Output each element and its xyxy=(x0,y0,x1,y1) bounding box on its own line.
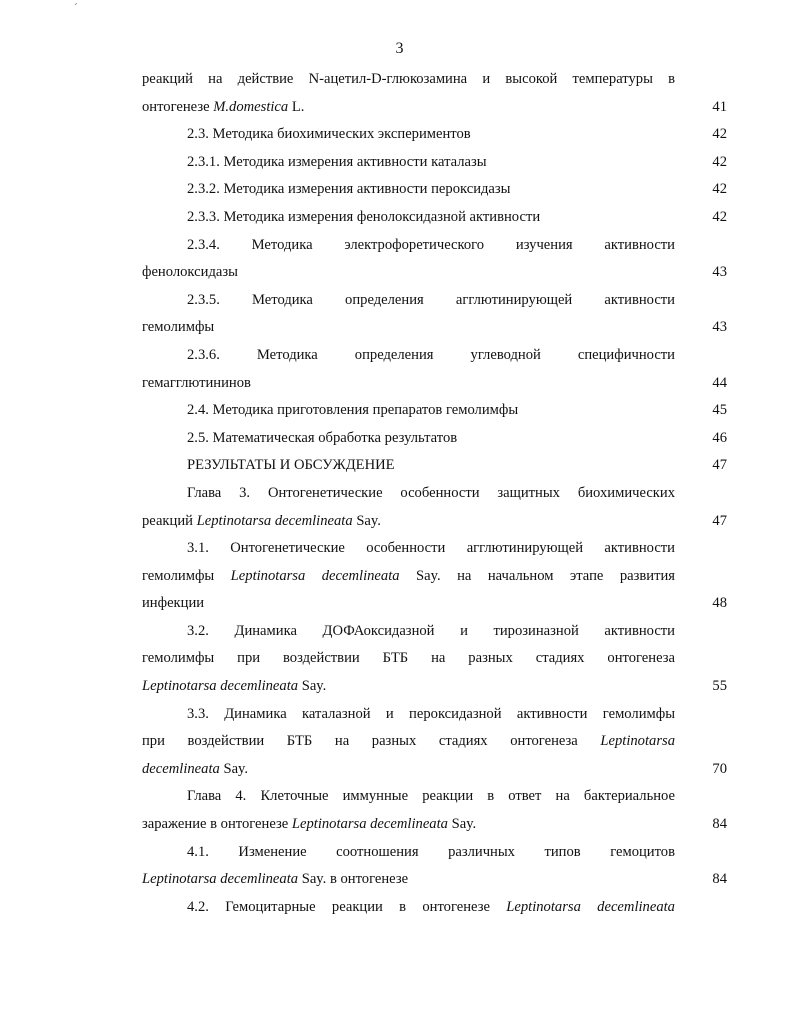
toc-entry-text xyxy=(142,342,675,370)
text-run: 2.3.1. Методика измерения активности каталазы xyxy=(187,153,487,170)
toc-line xyxy=(142,866,730,894)
toc-page-number: 42 xyxy=(712,126,727,143)
text-run: гемолимфы xyxy=(142,567,231,584)
toc-entry-text xyxy=(142,866,675,894)
toc-page-number: 42 xyxy=(712,181,727,198)
toc-entry-text xyxy=(142,894,675,922)
toc-entry-text xyxy=(142,783,675,811)
toc-entry-text xyxy=(142,397,675,425)
text-run: заражение в онтогенезе xyxy=(142,816,292,833)
text-run: Глава 3. Онтогенетические особенности защитных биохимических xyxy=(187,484,675,501)
toc-entry-text xyxy=(142,563,675,591)
toc-entry-text xyxy=(142,314,675,342)
page-number: 3 xyxy=(395,40,404,57)
text-run: реакций xyxy=(142,512,197,529)
toc-line xyxy=(142,701,730,729)
species-name: Leptinotarsa decemlineata xyxy=(506,898,675,915)
toc-line xyxy=(142,673,730,701)
text-run: 3.2. Динамика ДОФАоксидазной и тирозиназной активности xyxy=(187,622,675,639)
toc-line xyxy=(142,728,730,756)
text-run: Say. xyxy=(219,760,249,777)
species-name: decemlineata xyxy=(142,760,220,777)
text-run: Say. на начальном этапе развития xyxy=(399,567,675,584)
toc-entry-text xyxy=(142,811,675,839)
toc-page-number: 44 xyxy=(712,374,727,391)
toc-page-number: 84 xyxy=(712,871,727,888)
toc-line xyxy=(142,452,730,480)
toc-page-number: 47 xyxy=(712,457,727,474)
text-run: фенолоксидазы xyxy=(142,264,238,281)
toc-entry-text xyxy=(142,535,675,563)
toc-line xyxy=(142,314,730,342)
toc-entry-text xyxy=(142,701,675,729)
species-name: Leptinotarsa decemlineata xyxy=(196,512,353,529)
toc-page-number: 48 xyxy=(712,595,727,612)
toc-page-number: 41 xyxy=(712,98,727,115)
toc-page-number: 42 xyxy=(712,208,727,225)
toc-line xyxy=(142,894,730,922)
toc-entry-text xyxy=(142,370,675,398)
text-run: 3.1. Онтогенетические особенности агглютинирующей активности xyxy=(187,540,675,557)
text-run: РЕЗУЛЬТАТЫ И ОБСУЖДЕНИЕ xyxy=(187,457,395,474)
toc-entry-text xyxy=(142,508,675,536)
text-run: реакций на действие N-ацетил-D-глюкозамина и высокой температуры в xyxy=(142,71,675,87)
toc-entry-text xyxy=(142,287,675,315)
toc-entry-text xyxy=(142,728,675,756)
toc-entry-text xyxy=(142,259,675,287)
toc-entry-text xyxy=(142,839,675,867)
species-name: Leptinotarsa decemlineata xyxy=(142,871,299,888)
toc-entry-text xyxy=(142,756,675,784)
toc-entry-text xyxy=(142,480,675,508)
species-name: Leptinotarsa xyxy=(600,733,675,750)
text-run: онтогенезе xyxy=(142,98,214,115)
species-name: Leptinotarsa decemlineata xyxy=(291,816,448,833)
text-run: 4.2. Гемоцитарные реакции в онтогенезе xyxy=(187,898,507,915)
text-run: L. xyxy=(288,98,305,115)
toc-page-number: 42 xyxy=(712,153,727,170)
toc-line xyxy=(142,121,730,149)
toc-entry-text xyxy=(142,232,675,260)
toc-page-number: 47 xyxy=(712,512,727,529)
text-run: 3.3. Динамика каталазной и пероксидазной активности гемолимфы xyxy=(187,705,675,722)
toc-entry-text xyxy=(142,94,675,122)
text-run: гемолимфы при воздействии БТБ на разных стадиях онтогенеза xyxy=(142,650,675,667)
toc-page-number: 55 xyxy=(712,678,727,695)
toc-line xyxy=(142,287,730,315)
text-run: при воздействии БТБ на разных стадиях онтогенеза xyxy=(142,733,601,750)
text-run: инфекции xyxy=(142,595,205,612)
toc-line xyxy=(142,563,730,591)
toc-page-number: 70 xyxy=(712,760,727,777)
toc-page-number: 46 xyxy=(712,429,727,446)
toc-line xyxy=(142,756,730,784)
toc-line xyxy=(142,839,730,867)
toc-line xyxy=(142,370,730,398)
text-run: 2.4. Методика приготовления препаратов гемолимфы xyxy=(187,402,519,419)
text-run: гемагглютининов xyxy=(142,374,251,391)
toc-entry-text xyxy=(142,452,675,480)
toc-line xyxy=(142,535,730,563)
species-name: Leptinotarsa decemlineata xyxy=(230,567,400,584)
toc-line xyxy=(142,204,730,232)
toc-entry-text xyxy=(142,425,675,453)
text-run: Say. в онтогенезе xyxy=(298,871,409,888)
toc-line xyxy=(142,259,730,287)
text-run: 4.1. Изменение соотношения различных типов гемоцитов xyxy=(187,843,675,860)
toc-entry-text xyxy=(142,590,675,618)
toc-entry-text xyxy=(142,645,675,673)
toc-entry-text xyxy=(142,176,675,204)
text-run: 2.3.5. Методика определения агглютинирующей активности xyxy=(187,291,675,308)
toc-entry-text xyxy=(142,673,675,701)
toc-line xyxy=(142,783,730,811)
text-run: Say. xyxy=(298,678,327,695)
toc-line xyxy=(142,397,730,425)
toc-line xyxy=(142,480,730,508)
toc-entry-text xyxy=(142,204,675,232)
text-run: 2.3.6. Методика определения углеводной специфичности xyxy=(187,346,675,363)
toc-line xyxy=(142,425,730,453)
toc-line xyxy=(142,66,730,94)
text-run: гемолимфы xyxy=(142,319,215,336)
text-run: Say. xyxy=(447,816,477,833)
toc-page-number: 84 xyxy=(712,816,727,833)
toc-entry-text xyxy=(142,618,675,646)
toc-page-number: 43 xyxy=(712,319,727,336)
toc-line xyxy=(142,508,730,536)
toc-line xyxy=(142,590,730,618)
text-run: 2.3. Методика биохимических экспериментов xyxy=(187,126,471,143)
toc-entry-text xyxy=(142,149,675,177)
toc-line xyxy=(142,232,730,260)
toc-line xyxy=(142,149,730,177)
scan-mark: ˊ xyxy=(74,2,78,14)
toc-entry-text xyxy=(142,121,675,149)
toc-line xyxy=(142,645,730,673)
toc-line xyxy=(142,176,730,204)
toc-line xyxy=(142,811,730,839)
text-run: 2.3.4. Методика электрофоретического изучения активности xyxy=(187,236,675,253)
text-run: 2.3.3. Методика измерения фенолоксидазной активности xyxy=(187,208,541,225)
toc-line xyxy=(142,94,730,122)
text-run: Глава 4. Клеточные иммунные реакции в ответ на бактериальное xyxy=(187,788,675,805)
species-name: M.domestica xyxy=(213,98,289,115)
table-of-contents xyxy=(142,66,730,921)
toc-page-number: 45 xyxy=(712,402,727,419)
species-name: Leptinotarsa decemlineata xyxy=(142,678,299,695)
toc-entry-text xyxy=(142,66,675,94)
text-run: 2.5. Математическая обработка результатов xyxy=(187,429,458,446)
text-run: Say. xyxy=(352,512,381,529)
toc-line xyxy=(142,342,730,370)
text-run: 2.3.2. Методика измерения активности пероксидазы xyxy=(187,181,511,198)
toc-line xyxy=(142,618,730,646)
toc-page-number: 43 xyxy=(712,264,727,281)
